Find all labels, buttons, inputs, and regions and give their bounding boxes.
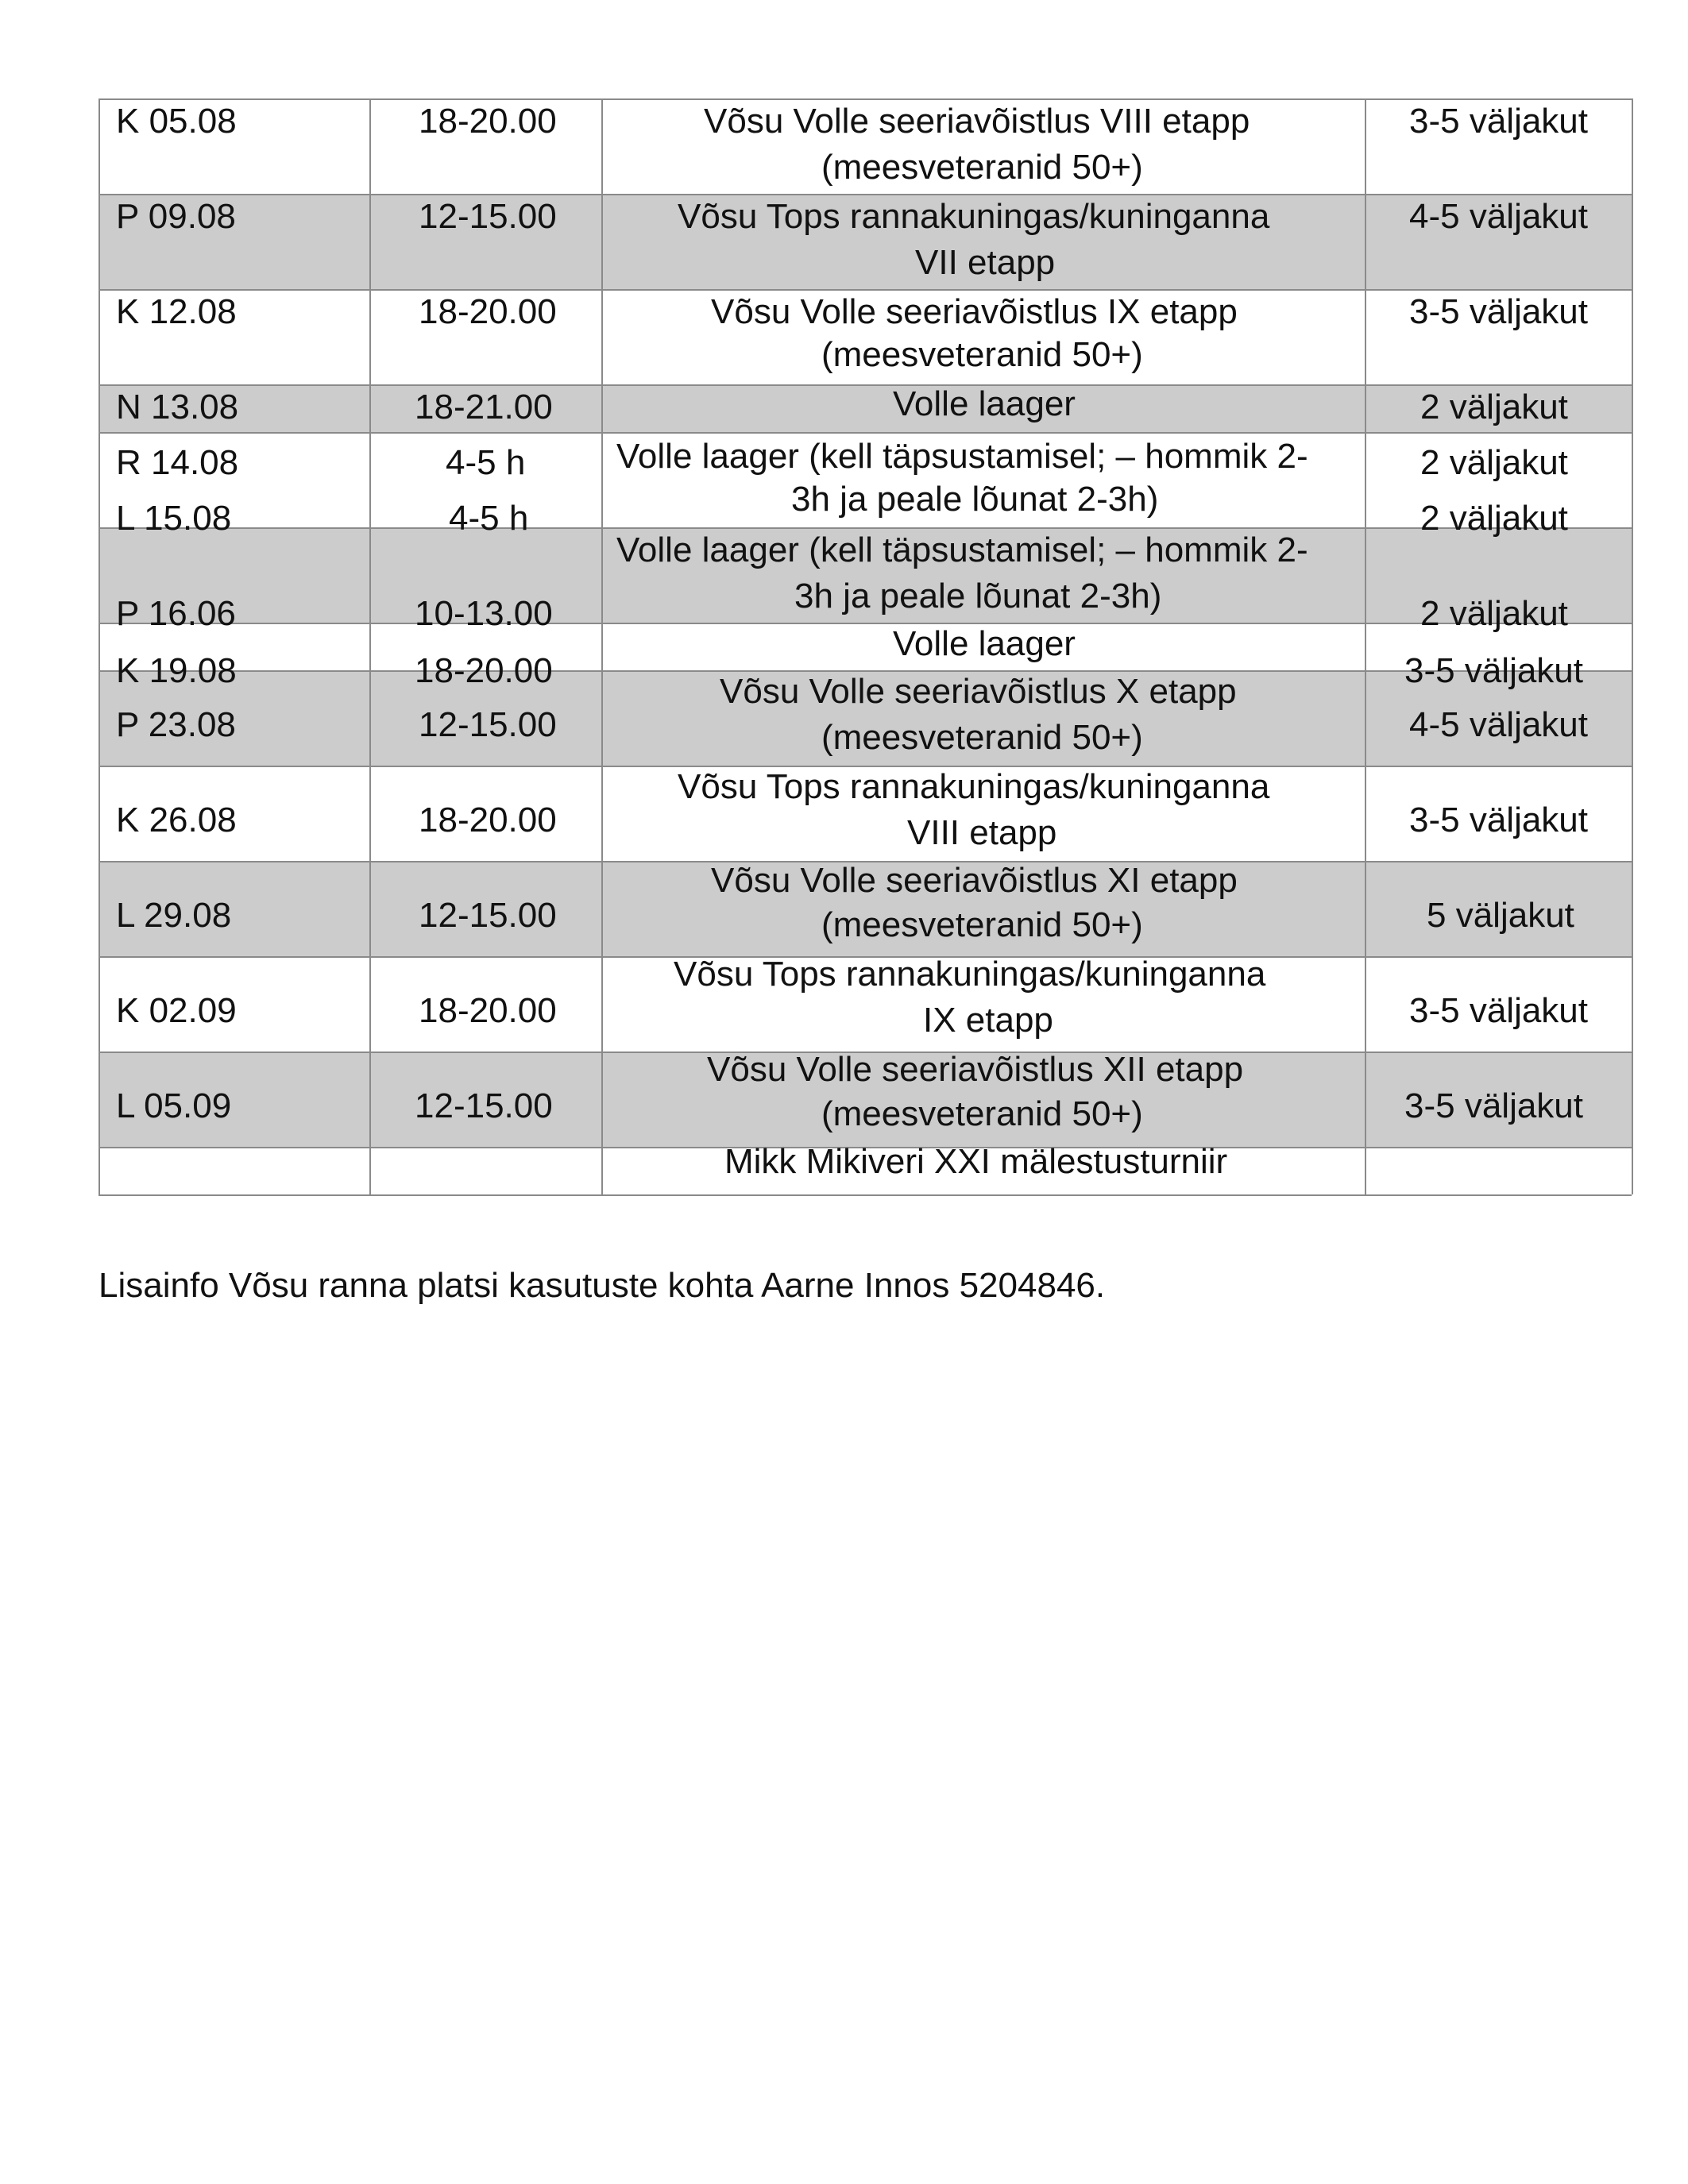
- cell-courts: 3-5 väljakut: [1409, 991, 1589, 1030]
- footer-note: Lisainfo Võsu ranna platsi kasutuste kohta Aarne Innos 5204846.: [98, 1266, 1106, 1305]
- cell-courts: 2 väljakut: [1420, 443, 1568, 482]
- cell-courts: 5 väljakut: [1427, 896, 1574, 935]
- cell-date: K 26.08: [116, 801, 237, 839]
- cell-date: N 13.08: [116, 388, 239, 426]
- table-border: [369, 98, 371, 1194]
- cell-event: Mikk Mikiveri XXI mälestusturniir: [724, 1142, 1228, 1181]
- cell-time: 18-21.00: [415, 388, 553, 426]
- cell-time: 12-15.00: [415, 1086, 553, 1125]
- cell-event-line2: (meesveteranid 50+): [821, 1094, 1143, 1133]
- cell-courts: 3-5 väljakut: [1409, 801, 1589, 839]
- cell-date: K 05.08: [116, 102, 237, 141]
- cell-event: Võsu Tops rannakuningas/kuninganna: [678, 197, 1270, 236]
- cell-event: Võsu Volle seeriavõistlus VIII etapp: [704, 102, 1250, 141]
- table-border: [98, 98, 100, 1194]
- cell-date: R 14.08: [116, 443, 239, 482]
- cell-event-line2: VIII etapp: [907, 813, 1057, 852]
- cell-date: L 29.08: [116, 896, 232, 935]
- cell-event: Võsu Volle seeriavõistlus XI etapp: [711, 861, 1238, 900]
- cell-event-line2: (meesveteranid 50+): [821, 148, 1143, 187]
- table-border: [601, 98, 603, 1194]
- cell-event: Võsu Volle seeriavõistlus XII etapp: [707, 1050, 1244, 1089]
- cell-date: K 12.08: [116, 292, 237, 331]
- table-border: [1365, 98, 1366, 1194]
- cell-courts: 3-5 väljakut: [1404, 1086, 1584, 1125]
- cell-event-line2: 3h ja peale lõunat 2-3h): [794, 577, 1162, 615]
- cell-date: P 09.08: [116, 197, 236, 236]
- cell-courts: 3-5 väljakut: [1409, 102, 1589, 141]
- cell-event: Volle laager (kell täpsustamisel; – hommik 2-: [616, 531, 1308, 569]
- cell-event-line2: IX etapp: [923, 1001, 1053, 1040]
- cell-date: P 23.08: [116, 705, 236, 744]
- cell-date: K 02.09: [116, 991, 237, 1030]
- cell-time: 18-20.00: [419, 102, 557, 141]
- cell-courts: 3-5 väljakut: [1409, 292, 1589, 331]
- cell-event: Volle laager (kell täpsustamisel; – hommik 2-: [616, 437, 1308, 476]
- cell-event: Võsu Volle seeriavõistlus X etapp: [720, 672, 1237, 711]
- cell-event-line2: (meesveteranid 50+): [821, 905, 1143, 944]
- cell-time: 4-5 h: [446, 443, 526, 482]
- cell-event: Võsu Tops rannakuningas/kuninganna: [674, 955, 1266, 994]
- cell-courts: 2 väljakut: [1420, 594, 1568, 633]
- cell-time: 12-15.00: [419, 197, 557, 236]
- cell-date: L 05.09: [116, 1086, 232, 1125]
- table-border: [98, 384, 1632, 386]
- cell-time: 12-15.00: [419, 896, 557, 935]
- cell-time: 4-5 h: [449, 499, 529, 538]
- cell-time: 10-13.00: [415, 594, 553, 633]
- cell-courts: 2 väljakut: [1420, 388, 1568, 426]
- cell-event: Volle laager: [893, 384, 1076, 423]
- cell-date: L 15.08: [116, 499, 232, 538]
- cell-date: P 16.06: [116, 594, 236, 633]
- cell-event-line2: (meesveteranid 50+): [821, 335, 1143, 374]
- cell-event-line2: VII etapp: [915, 243, 1056, 282]
- cell-courts: 4-5 väljakut: [1409, 705, 1589, 744]
- row-shade: [98, 384, 1632, 432]
- cell-courts: 4-5 väljakut: [1409, 197, 1589, 236]
- cell-time: 18-20.00: [419, 991, 557, 1030]
- table-border: [98, 623, 1632, 624]
- table-border: [98, 1194, 1632, 1196]
- cell-time: 18-20.00: [419, 292, 557, 331]
- cell-time: 18-20.00: [415, 651, 553, 690]
- cell-courts: 3-5 väljakut: [1404, 651, 1584, 690]
- cell-event: Võsu Tops rannakuningas/kuninganna: [678, 767, 1270, 806]
- cell-event-line2: 3h ja peale lõunat 2-3h): [791, 480, 1159, 519]
- cell-courts: 2 väljakut: [1420, 499, 1568, 538]
- cell-event: Võsu Volle seeriavõistlus IX etapp: [711, 292, 1238, 331]
- cell-date: K 19.08: [116, 651, 237, 690]
- cell-event-line2: (meesveteranid 50+): [821, 718, 1143, 757]
- cell-event: Volle laager: [893, 624, 1076, 663]
- table-border: [1632, 98, 1633, 1194]
- cell-time: 18-20.00: [419, 801, 557, 839]
- cell-time: 12-15.00: [419, 705, 557, 744]
